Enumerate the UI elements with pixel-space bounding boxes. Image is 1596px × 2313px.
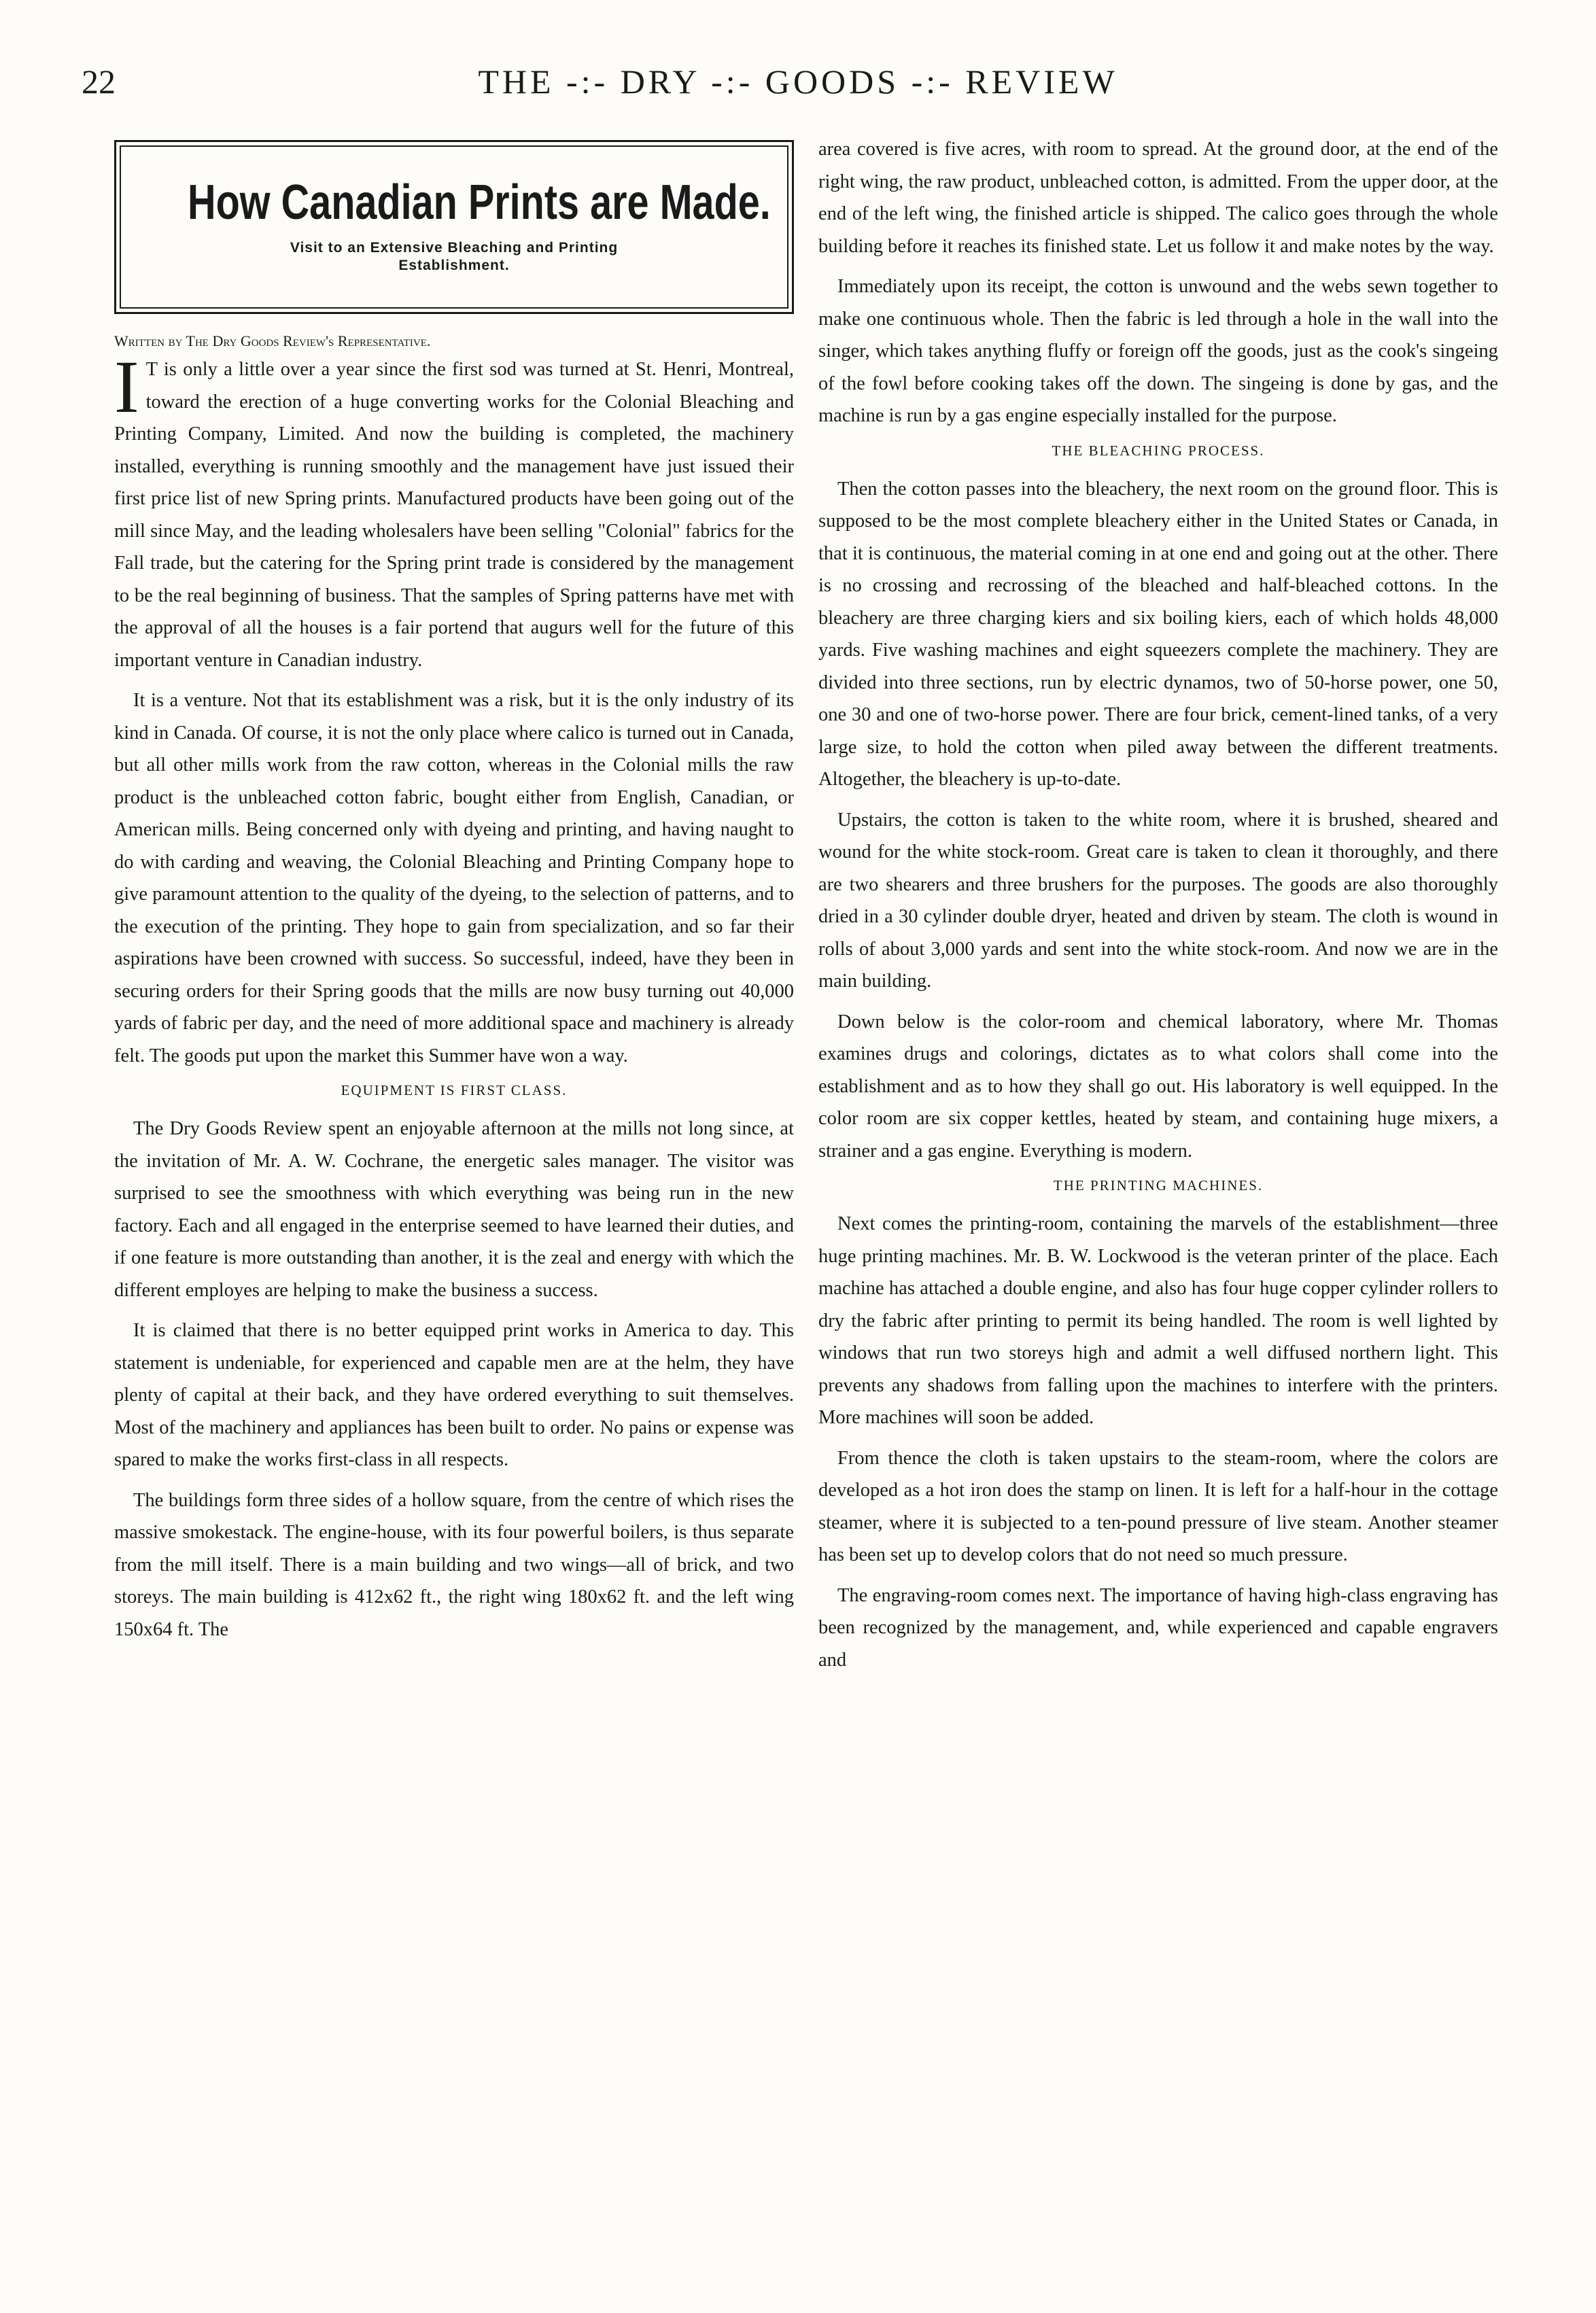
article-paragraph: area covered is five acres, with room to spread. At the ground door, at the end of the right wing, the raw product, unbleached cotton, is admitted. From the upper door, at the end of the left wing, the finished article is shipped. The calico goes through the whole building before it reaches its finished state. Let us follow it and make notes by the way. (818, 139, 1498, 257)
article-paragraph: Upstairs, the cotton is taken to the white room, where it is brushed, sheared and wound for the white stock-room. Great care is taken to clean it thoroughly, and there are two shearers and three brushers for the purposes. The goods are also thoroughly dried in a 30 cylinder double dryer, heated and driven by steam. The cloth is wound in rolls of about 3,000 yards and sent into the white stock-room. And now we are in the main building. (818, 809, 1498, 992)
drop-cap: I (114, 345, 139, 428)
left-column (114, 133, 794, 1654)
subhead-printing: THE PRINTING MACHINES. (1053, 1177, 1264, 1194)
headline-box (114, 140, 794, 314)
article-paragraph: The engraving-room comes next. The importance of having high-class engraving has been recognized by the management, and, while experienced and capable engravers and (818, 1584, 1498, 1671)
lead-paragraph-text: T is only a little over a year since the first sod was turned at St. Henri, Montreal, toward the erection of a huge converting works for the Colonial Bleaching and Printing Company, Limited. And now the building is completed, the machinery installed, everything is running smoothly and the management have just issued their first price list of new Spring prints. Manufactured products have been going out of the mill since May, and the leading wholesalers have been selling "Colonial" fabrics for the Fall trade, but the catering for the Spring print trade is considered by the management to be the real beginning of business. That the samples of Spring patterns have met with the approval of all the houses is a fair portend that augurs well for the future of this important venture in Canadian industry. (114, 359, 794, 671)
article-paragraph: It is a venture. Not that its establishment was a risk, but it is the only industry of its kind in Canada. Of course, it is not the only place where calico is turned out in Canada, but all other mills work from the raw cotton, whereas in the Colonial mills the raw product is the unbleached cotton fabric, bought either from English, Canadian, or American mills. Being concerned only with dyeing and printing, and having naught to do with carding and weaving, the Colonial Bleaching and Printing Company hope to give paramount attention to the quality of the dyeing, to the selection of patterns, and to the execution of the printing. They hope to gain from specialization, and so far their aspirations have been crowned with success. So successful, indeed, have they been in securing orders for their Spring goods that the mills are now busy turning out 40,000 yards of fabric per day, and the need of more additional space and machinery is already felt. The goods put upon the market this Summer have won a way. (114, 690, 794, 1066)
subhead-equipment: EQUIPMENT IS FIRST CLASS. (341, 1082, 568, 1098)
byline: Written by The Dry Goods Review's Representative. (114, 332, 431, 349)
article-paragraph: Then the cotton passes into the bleachery, the next room on the ground floor. This is supposed to be the most complete bleachery either in the United States or Canada, in that it is continuous, the material coming in at one end and going out at the other. There is no crossing and recrossing of the bleached and half-bleached cottons. In the bleachery are three charging kiers and six boiling kiers, each of which holds 48,000 yards. Five washing machines and eight squeezers complete the machinery. They are divided into three sections, run by electric dynamos, two of 50-horse power, one 50, one 30 and one of two-horse power. There are four brick, cement-lined tanks, of a very large size, to hold the cotton when piled away between the different treatments. Altogether, the bleachery is up-to-date. (818, 478, 1498, 790)
article-paragraph: The Dry Goods Review spent an enjoyable afternoon at the mills not long since, at the invitation of Mr. A. W. Cochrane, the energetic sales manager. The visitor was surprised to see the smoothness with which everything was being run in the new factory. Each and all engaged in the enterprise seemed to have learned their duties, and if one feature is more outstanding than another, it is the zeal and energy with which the different employes are helping to make the business a success. (114, 1118, 794, 1301)
subhead-bleaching: THE BLEACHING PROCESS. (1052, 442, 1265, 459)
article-paragraph: Immediately upon its receipt, the cotton is unwound and the webs sewn together to make one continuous whole. Then the fabric is led through a hole in the wall into the singer, which takes anything fluffy or foreign off the goods, just as the cook's singeing of the fowl before cooking takes off the down. The singeing is done by gas, and the machine is run by a gas engine especially installed for the purpose. (818, 276, 1498, 426)
article-paragraph: The buildings form three sides of a hollow square, from the centre of which rises the massive smokestack. The engine-house, with its four powerful boilers, is thus separate from the mill itself. There is a main building and two wings—all of brick, and two storeys. The main building is 412x62 ft., the right wing 180x62 ft. and the left wing 150x64 ft. The (114, 1489, 794, 1640)
article-paragraph: Next comes the printing-room, containing the marvels of the establishment—three huge printing machines. Mr. B. W. Lockwood is the veteran printer of the place. Each machine has attached a double engine, and also has four huge copper cylinder rollers to dry the fabric after printing to permit its being handled. The room is well lighted by windows that run two storeys high and admit a well diffused northern light. This prevents any shadows from falling upon the machines to interfere with the printers. More machines will soon be added. (818, 1213, 1498, 1428)
article-paragraph: Down below is the color-room and chemical laboratory, where Mr. Thomas examines drugs and colorings, dictates as to what colors shall come into the establishment and as to how they shall go out. His laboratory is well equipped. In the color room are six copper kettles, heated by steam, and containing huge mixers, a strainer and a gas engine. Everything is modern. (818, 1011, 1498, 1162)
article-paragraph: It is claimed that there is no better equipped print works in America to day. This statement is undeniable, for experienced and capable men are at the helm, they have plenty of capital at their back, and they have ordered everything to suit themselves. Most of the machinery and appliances has been built to order. No pains or expense was spared to make the works first-class in all respects. (114, 1320, 794, 1470)
headline-inner-frame (120, 145, 788, 309)
right-column (818, 133, 1498, 1684)
lead-paragraph (114, 345, 794, 676)
masthead: THE -:- DRY -:- GOODS -:- REVIEW (478, 63, 1118, 101)
article-paragraph: From thence the cloth is taken upstairs to the steam-room, where the colors are developed as a hot iron does the stamp on linen. It is left for a half-hour in the cottage steamer, where it is subjected to a ten-pound pressure of live steam. Another steamer has been set up to develop colors that do not need so much pressure. (818, 1447, 1498, 1565)
article-deck: Visit to an Extensive Bleaching and Printing Establishment. (290, 240, 619, 273)
article-title: How Canadian Prints are Made. (188, 175, 771, 230)
page-number: 22 (82, 63, 116, 101)
